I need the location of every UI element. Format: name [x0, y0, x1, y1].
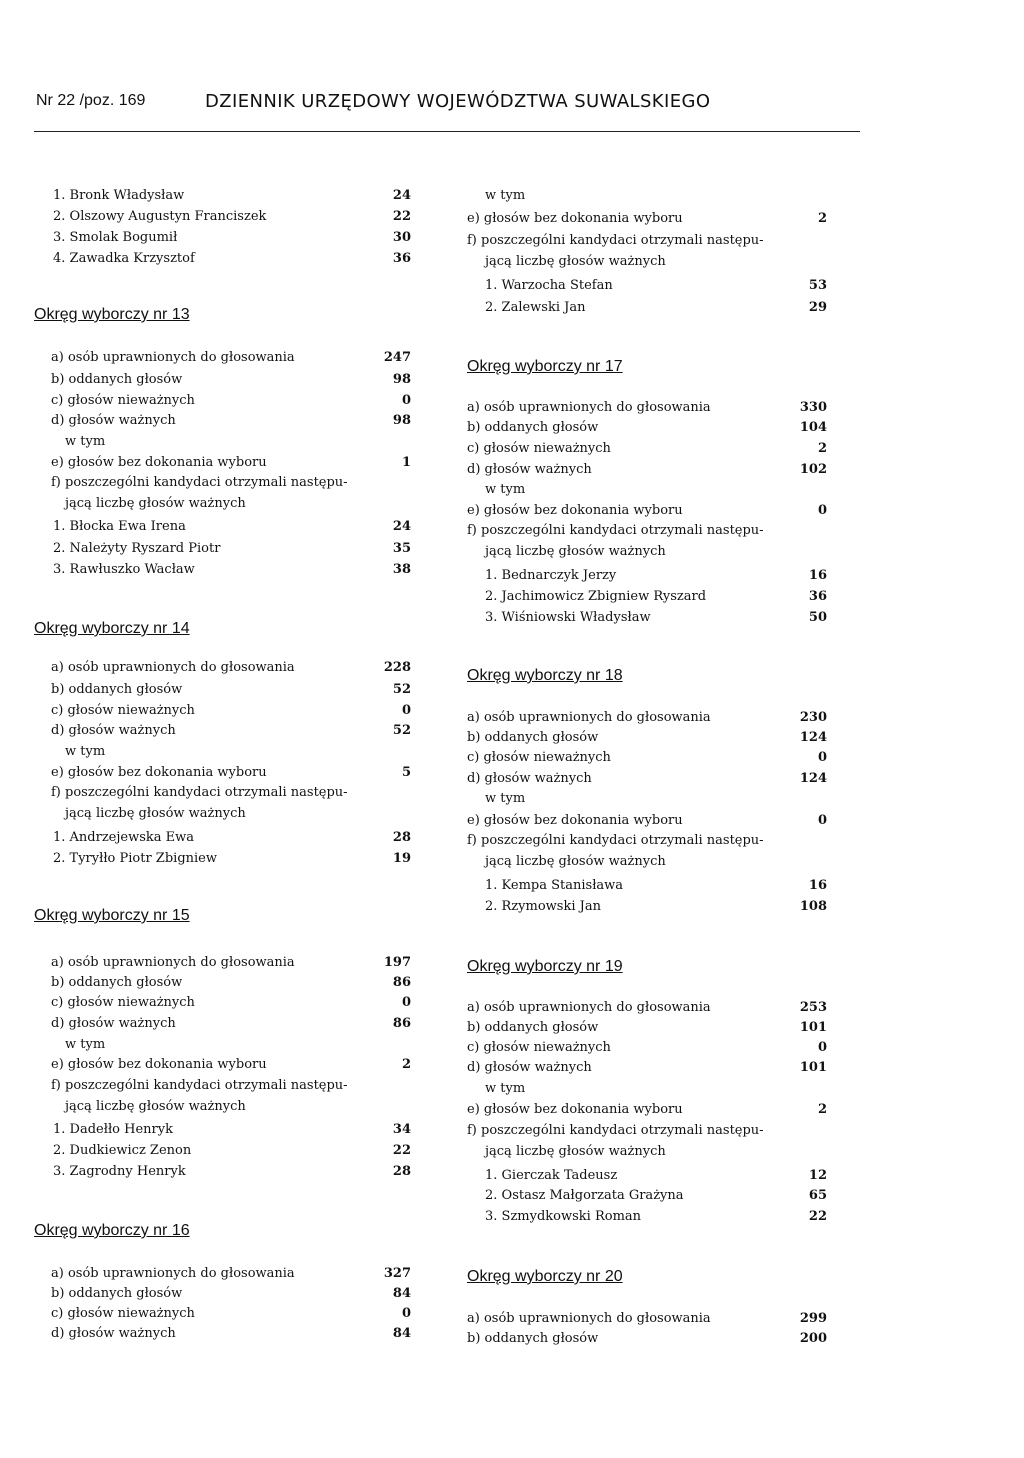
stat-row: e) głosów bez dokonania wyboru 0 — [467, 813, 827, 828]
stat-row: c) głosów nieważnych 0 — [51, 393, 411, 408]
stat-row: b) oddanych głosów 86 — [51, 975, 411, 990]
stat-row: jącą liczbę głosów ważnych — [485, 854, 666, 869]
stat-row: a) osób uprawnionych do głosowania 299 — [467, 1311, 827, 1326]
list-item: 2. Olszowy Augustyn Franciszek 22 — [53, 209, 411, 224]
list-item: 2. Dudkiewicz Zenon 22 — [53, 1143, 411, 1158]
stat-row: a) osób uprawnionych do głosowania 247 — [51, 350, 411, 365]
stat-row: d) głosów ważnych 101 — [467, 1060, 827, 1075]
stat-row: a) osób uprawnionych do głosowania 230 — [467, 710, 827, 725]
stat-row: b) oddanych głosów 104 — [467, 420, 827, 435]
list-item: 2. Jachimowicz Zbigniew Ryszard 36 — [485, 589, 827, 604]
stat-row: w tym — [65, 1037, 106, 1052]
list-item: 1. Dadełło Henryk 34 — [53, 1122, 411, 1137]
stat-row: c) głosów nieważnych 0 — [51, 1306, 411, 1321]
stat-row: f) poszczególni kandydaci otrzymali następu- — [467, 1123, 764, 1138]
stat-row: b) oddanych głosów 84 — [51, 1286, 411, 1301]
district-heading: Okręg wyborczy nr 14 — [34, 620, 190, 637]
list-item: 1. Gierczak Tadeusz 12 — [485, 1168, 827, 1183]
stat-row: e) głosów bez dokonania wyboru 1 — [51, 455, 411, 470]
stat-row: f) poszczególni kandydaci otrzymali następu- — [51, 785, 348, 800]
list-item: 3. Rawłuszko Wacław 38 — [53, 562, 411, 577]
stat-row: d) głosów ważnych 98 — [51, 413, 411, 428]
stat-row: d) głosów ważnych 102 — [467, 462, 827, 477]
stat-row: e) głosów bez dokonania wyboru 2 — [51, 1057, 411, 1072]
right-column — [467, 0, 827, 1458]
stat-row: jącą liczbę głosów ważnych — [485, 544, 666, 559]
stat-row: f) poszczególni kandydaci otrzymali następu- — [467, 523, 764, 538]
stat-row: w tym — [485, 188, 526, 203]
list-item: 2. Należyty Ryszard Piotr 35 — [53, 541, 411, 556]
list-item: 2. Tyryłło Piotr Zbigniew 19 — [53, 851, 411, 866]
list-item: 2. Rzymowski Jan 108 — [485, 899, 827, 914]
stat-row: jącą liczbę głosów ważnych — [65, 496, 246, 511]
district-heading: Okręg wyborczy nr 18 — [467, 667, 623, 684]
stat-row: d) głosów ważnych 84 — [51, 1326, 411, 1341]
stat-row: w tym — [485, 482, 526, 497]
stat-row: a) osób uprawnionych do głosowania 197 — [51, 955, 411, 970]
stat-row: w tym — [485, 1081, 526, 1096]
district-heading: Okręg wyborczy nr 20 — [467, 1268, 623, 1285]
stat-row: c) głosów nieważnych 0 — [467, 1040, 827, 1055]
stat-row: jącą liczbę głosów ważnych — [65, 806, 246, 821]
stat-row: a) osób uprawnionych do głosowania 330 — [467, 400, 827, 415]
list-item: 3. Wiśniowski Władysław 50 — [485, 610, 827, 625]
list-item: 3. Smolak Bogumił 30 — [53, 230, 411, 245]
list-item: 2. Zalewski Jan 29 — [485, 300, 827, 315]
stat-row: c) głosów nieważnych 0 — [51, 703, 411, 718]
stat-row: d) głosów ważnych 124 — [467, 771, 827, 786]
district-heading: Okręg wyborczy nr 19 — [467, 958, 623, 975]
journal-title: DZIENNIK URZĘDOWY WOJEWÓDZTWA SUWALSKIEGO — [205, 91, 711, 112]
stat-row: a) osób uprawnionych do głosowania 253 — [467, 1000, 827, 1015]
stat-row: b) oddanych głosów 98 — [51, 372, 411, 387]
stat-row: jącą liczbę głosów ważnych — [485, 254, 666, 269]
stat-row: f) poszczególni kandydaci otrzymali następu- — [467, 833, 764, 848]
list-item: 2. Ostasz Małgorzata Grażyna 65 — [485, 1188, 827, 1203]
list-item: 1. Kempa Stanisława 16 — [485, 878, 827, 893]
stat-row: b) oddanych głosów 52 — [51, 682, 411, 697]
district-heading: Okręg wyborczy nr 16 — [34, 1222, 190, 1239]
stat-row: b) oddanych głosów 124 — [467, 730, 827, 745]
stat-row: jącą liczbę głosów ważnych — [65, 1099, 246, 1114]
district-heading: Okręg wyborczy nr 17 — [467, 358, 623, 375]
stat-row: e) głosów bez dokonania wyboru 2 — [467, 1102, 827, 1117]
page-number: Nr 22 /poz. 169 — [36, 92, 146, 109]
list-item: 1. Andrzejewska Ewa 28 — [53, 830, 411, 845]
stat-row: c) głosów nieważnych 0 — [51, 995, 411, 1010]
stat-row: a) osób uprawnionych do głosowania 228 — [51, 660, 411, 675]
district-heading: Okręg wyborczy nr 15 — [34, 907, 190, 924]
stat-row: c) głosów nieważnych 0 — [467, 750, 827, 765]
list-item: 1. Bednarczyk Jerzy 16 — [485, 568, 827, 583]
left-column — [34, 0, 411, 1458]
stat-row: f) poszczególni kandydaci otrzymali następu- — [51, 1078, 348, 1093]
stat-row: d) głosów ważnych 52 — [51, 723, 411, 738]
list-item: 1. Błocka Ewa Irena 24 — [53, 519, 411, 534]
stat-row: b) oddanych głosów 101 — [467, 1020, 827, 1035]
stat-row: d) głosów ważnych 86 — [51, 1016, 411, 1031]
list-item: 1. Warzocha Stefan 53 — [485, 278, 827, 293]
stat-row: c) głosów nieważnych 2 — [467, 441, 827, 456]
stat-row: w tym — [485, 791, 526, 806]
stat-row: e) głosów bez dokonania wyboru 0 — [467, 503, 827, 518]
list-item: 3. Szmydkowski Roman 22 — [485, 1209, 827, 1224]
list-item: 3. Zagrodny Henryk 28 — [53, 1164, 411, 1179]
stat-row: w tym — [65, 744, 106, 759]
stat-row: jącą liczbę głosów ważnych — [485, 1144, 666, 1159]
stat-row: a) osób uprawnionych do głosowania 327 — [51, 1266, 411, 1281]
stat-row: f) poszczególni kandydaci otrzymali następu- — [51, 475, 348, 490]
stat-row: e) głosów bez dokonania wyboru 2 — [467, 211, 827, 226]
stat-row: w tym — [65, 434, 106, 449]
district-heading: Okręg wyborczy nr 13 — [34, 306, 190, 323]
list-item: 1. Bronk Władysław 24 — [53, 188, 411, 203]
stat-row: f) poszczególni kandydaci otrzymali następu- — [467, 233, 764, 248]
stat-row: b) oddanych głosów 200 — [467, 1331, 827, 1346]
list-item: 4. Zawadka Krzysztof 36 — [53, 251, 411, 266]
stat-row: e) głosów bez dokonania wyboru 5 — [51, 765, 411, 780]
